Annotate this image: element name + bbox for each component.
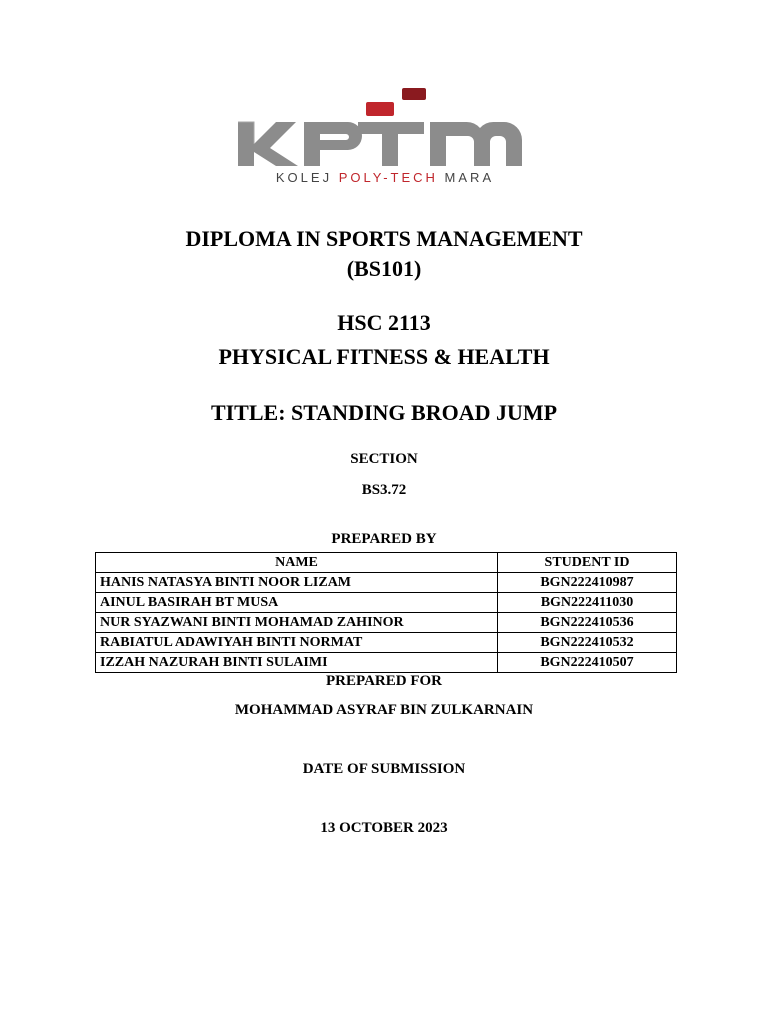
- member-name: NUR SYAZWANI BINTI MOHAMAD ZAHINOR: [96, 613, 498, 633]
- member-id: BGN222410987: [498, 573, 677, 593]
- member-id: BGN222410536: [498, 613, 677, 633]
- section-label: SECTION: [350, 451, 418, 467]
- tagline-right: MARA: [437, 170, 495, 185]
- prepared-by-label: PREPARED BY: [331, 531, 437, 547]
- member-name: AINUL BASIRAH BT MUSA: [96, 593, 498, 613]
- program-code: (BS101): [346, 256, 422, 281]
- program-name: DIPLOMA IN SPORTS MANAGEMENT: [185, 226, 583, 251]
- member-name: IZZAH NAZURAH BINTI SULAIMI: [96, 653, 498, 673]
- name-header: NAME: [96, 553, 498, 573]
- table-row: [96, 653, 677, 673]
- member-id: BGN222410507: [498, 653, 677, 673]
- member-name: HANIS NATASYA BINTI NOOR LIZAM: [96, 573, 498, 593]
- report-title: TITLE: STANDING BROAD JUMP: [210, 400, 558, 425]
- course-code: HSC 2113: [337, 310, 431, 335]
- member-id: BGN222411030: [498, 593, 677, 613]
- table-row: [96, 613, 677, 633]
- table-row: [96, 593, 677, 613]
- lecturer-name: MOHAMMAD ASYRAF BIN ZULKARNAIN: [234, 702, 534, 718]
- table-row: [96, 573, 677, 593]
- table-header-row: [96, 553, 677, 573]
- tagline-accent: POLY-TECH: [338, 170, 438, 185]
- kptm-logo: [230, 84, 540, 188]
- student-id-header: STUDENT ID: [498, 553, 677, 573]
- submission-date: 13 OCTOBER 2023: [320, 820, 448, 836]
- member-id: BGN222410532: [498, 633, 677, 653]
- prepared-for-label: PREPARED FOR: [326, 673, 442, 689]
- section-value: BS3.72: [361, 482, 407, 498]
- member-name: RABIATUL ADAWIYAH BINTI NORMAT: [96, 633, 498, 653]
- tagline-left: KOLEJ: [275, 170, 339, 185]
- members-table: [95, 552, 677, 673]
- submission-label: DATE OF SUBMISSION: [302, 761, 466, 777]
- course-name: PHYSICAL FITNESS & HEALTH: [218, 344, 550, 369]
- logo-tagline: [234, 170, 536, 185]
- table-row: [96, 633, 677, 653]
